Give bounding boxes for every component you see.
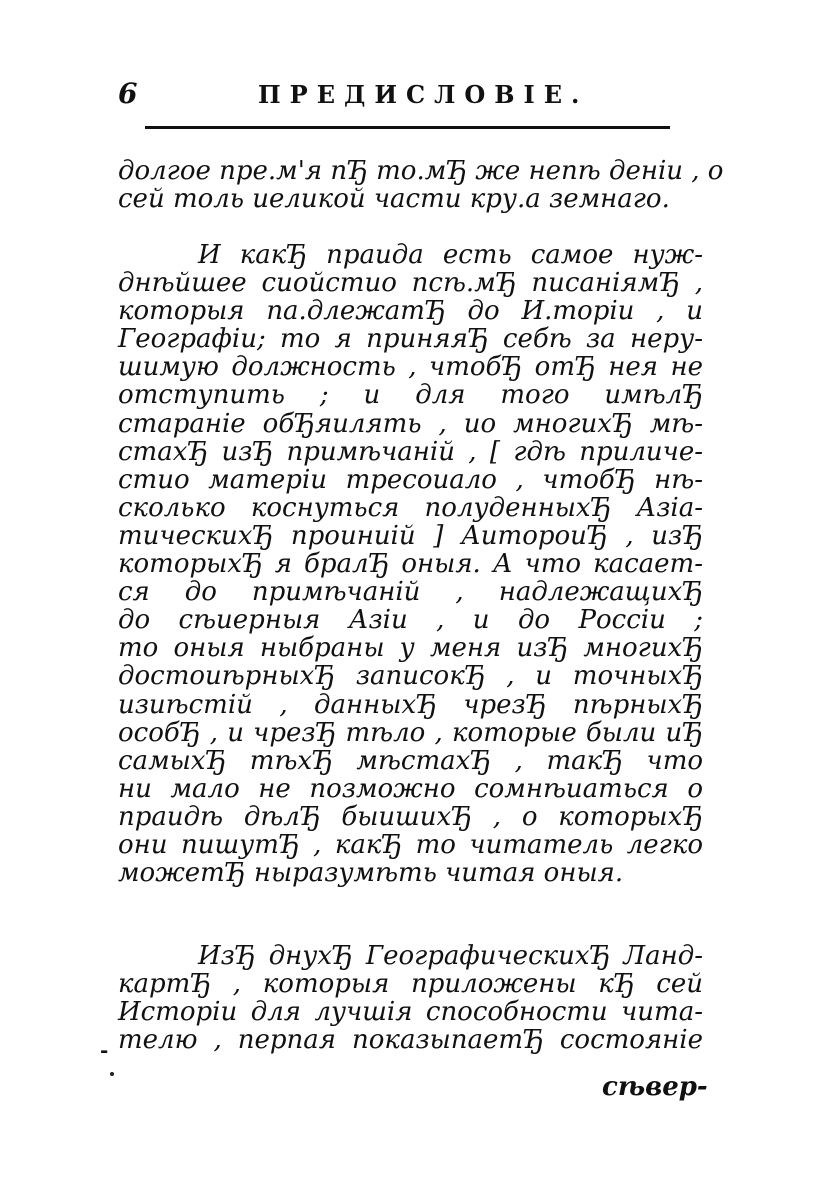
text-line: стахЂ изЂ примѣчаній , [ гдѣ приличе- (118, 436, 703, 467)
text-line: праидѣ дѣлЂ быишихЂ , о которыхЂ (118, 801, 703, 832)
text-line: то оныя ныбраны у меня изЂ многихЂ (118, 633, 703, 664)
paragraph-2 (118, 241, 703, 887)
text-line: шимую должность , чтобЂ отЂ нея не (118, 352, 703, 383)
text-line: ни мало не позможно сомнѣиаться о (118, 773, 703, 804)
margin-mark: - (100, 1038, 109, 1062)
text-line: стараніе обЂяилять , ио многихЂ мѣ- (118, 408, 703, 439)
catchword: сѣвер- (602, 1072, 708, 1102)
text-line: достоиѣрныхЂ записокЂ , и точныхЂ (118, 661, 703, 692)
text-line: особЂ , и чрезЂ тѣло , которые были иЂ (118, 717, 703, 748)
header-rule (145, 126, 670, 129)
page-number: 6 (118, 77, 138, 110)
text-line: отступить ; и для того имѣлЂ (118, 380, 703, 411)
text-line: сей толь иеликой части кру.а земнаго. (118, 184, 670, 215)
text-line: изиѣстій , данныхЂ чрезЂ пѣрныхЂ (118, 689, 703, 720)
text-line: можетЂ ныразумѣть читая оныя. (118, 858, 624, 889)
ink-dot (110, 1072, 114, 1076)
text-line: Исторіи для лучшія способности чита- (118, 997, 703, 1028)
page-header (118, 78, 678, 118)
text-line: ИзЂ днухЂ ГеографическихЂ Ланд- (198, 941, 703, 971)
paragraph-3 (118, 942, 703, 1054)
text-line: тическихЂ проиниій ] АитороиЂ , изЂ (118, 520, 703, 551)
text-line: сколько коснуться полуденныхЂ Азіа- (118, 492, 703, 523)
text-line: они пишутЂ , какЂ то читатель легко (118, 829, 703, 860)
text-line: которыхЂ я бралЂ оныя. А что касает- (118, 549, 703, 580)
text-line: самыхЂ тѣхЂ мѣстахЂ , такЂ что (118, 745, 703, 776)
paragraph-1 (118, 156, 724, 215)
text-line: ся до примѣчаній , надлежащихЂ (118, 577, 703, 608)
running-title: ПРЕДИСЛОВІЕ. (258, 80, 589, 109)
text-line: Географіи; то я приняяЂ себѣ за неру- (118, 324, 703, 355)
text-line: которыя па.длежатЂ до И.торіи , и (118, 296, 703, 327)
text-line: картЂ , которыя приложены кЂ сей (118, 969, 703, 1000)
text-line: долгое пре.м'я пЂ то.мЂ же непѣ деніи , о (118, 156, 724, 186)
text-line: стио матеріи тресоиало , чтобЂ нѣ- (118, 464, 703, 495)
text-line: И какЂ праида есть самое нуж- (198, 240, 703, 270)
text-line: до сѣиерныя Азіи , и до Россіи ; (118, 605, 703, 636)
text-line: днѣйшее сиойстио псѣ.мЂ писаніямЂ , (118, 268, 703, 299)
text-line: телю , перпая показыпаетЂ состояніе (118, 1025, 703, 1056)
